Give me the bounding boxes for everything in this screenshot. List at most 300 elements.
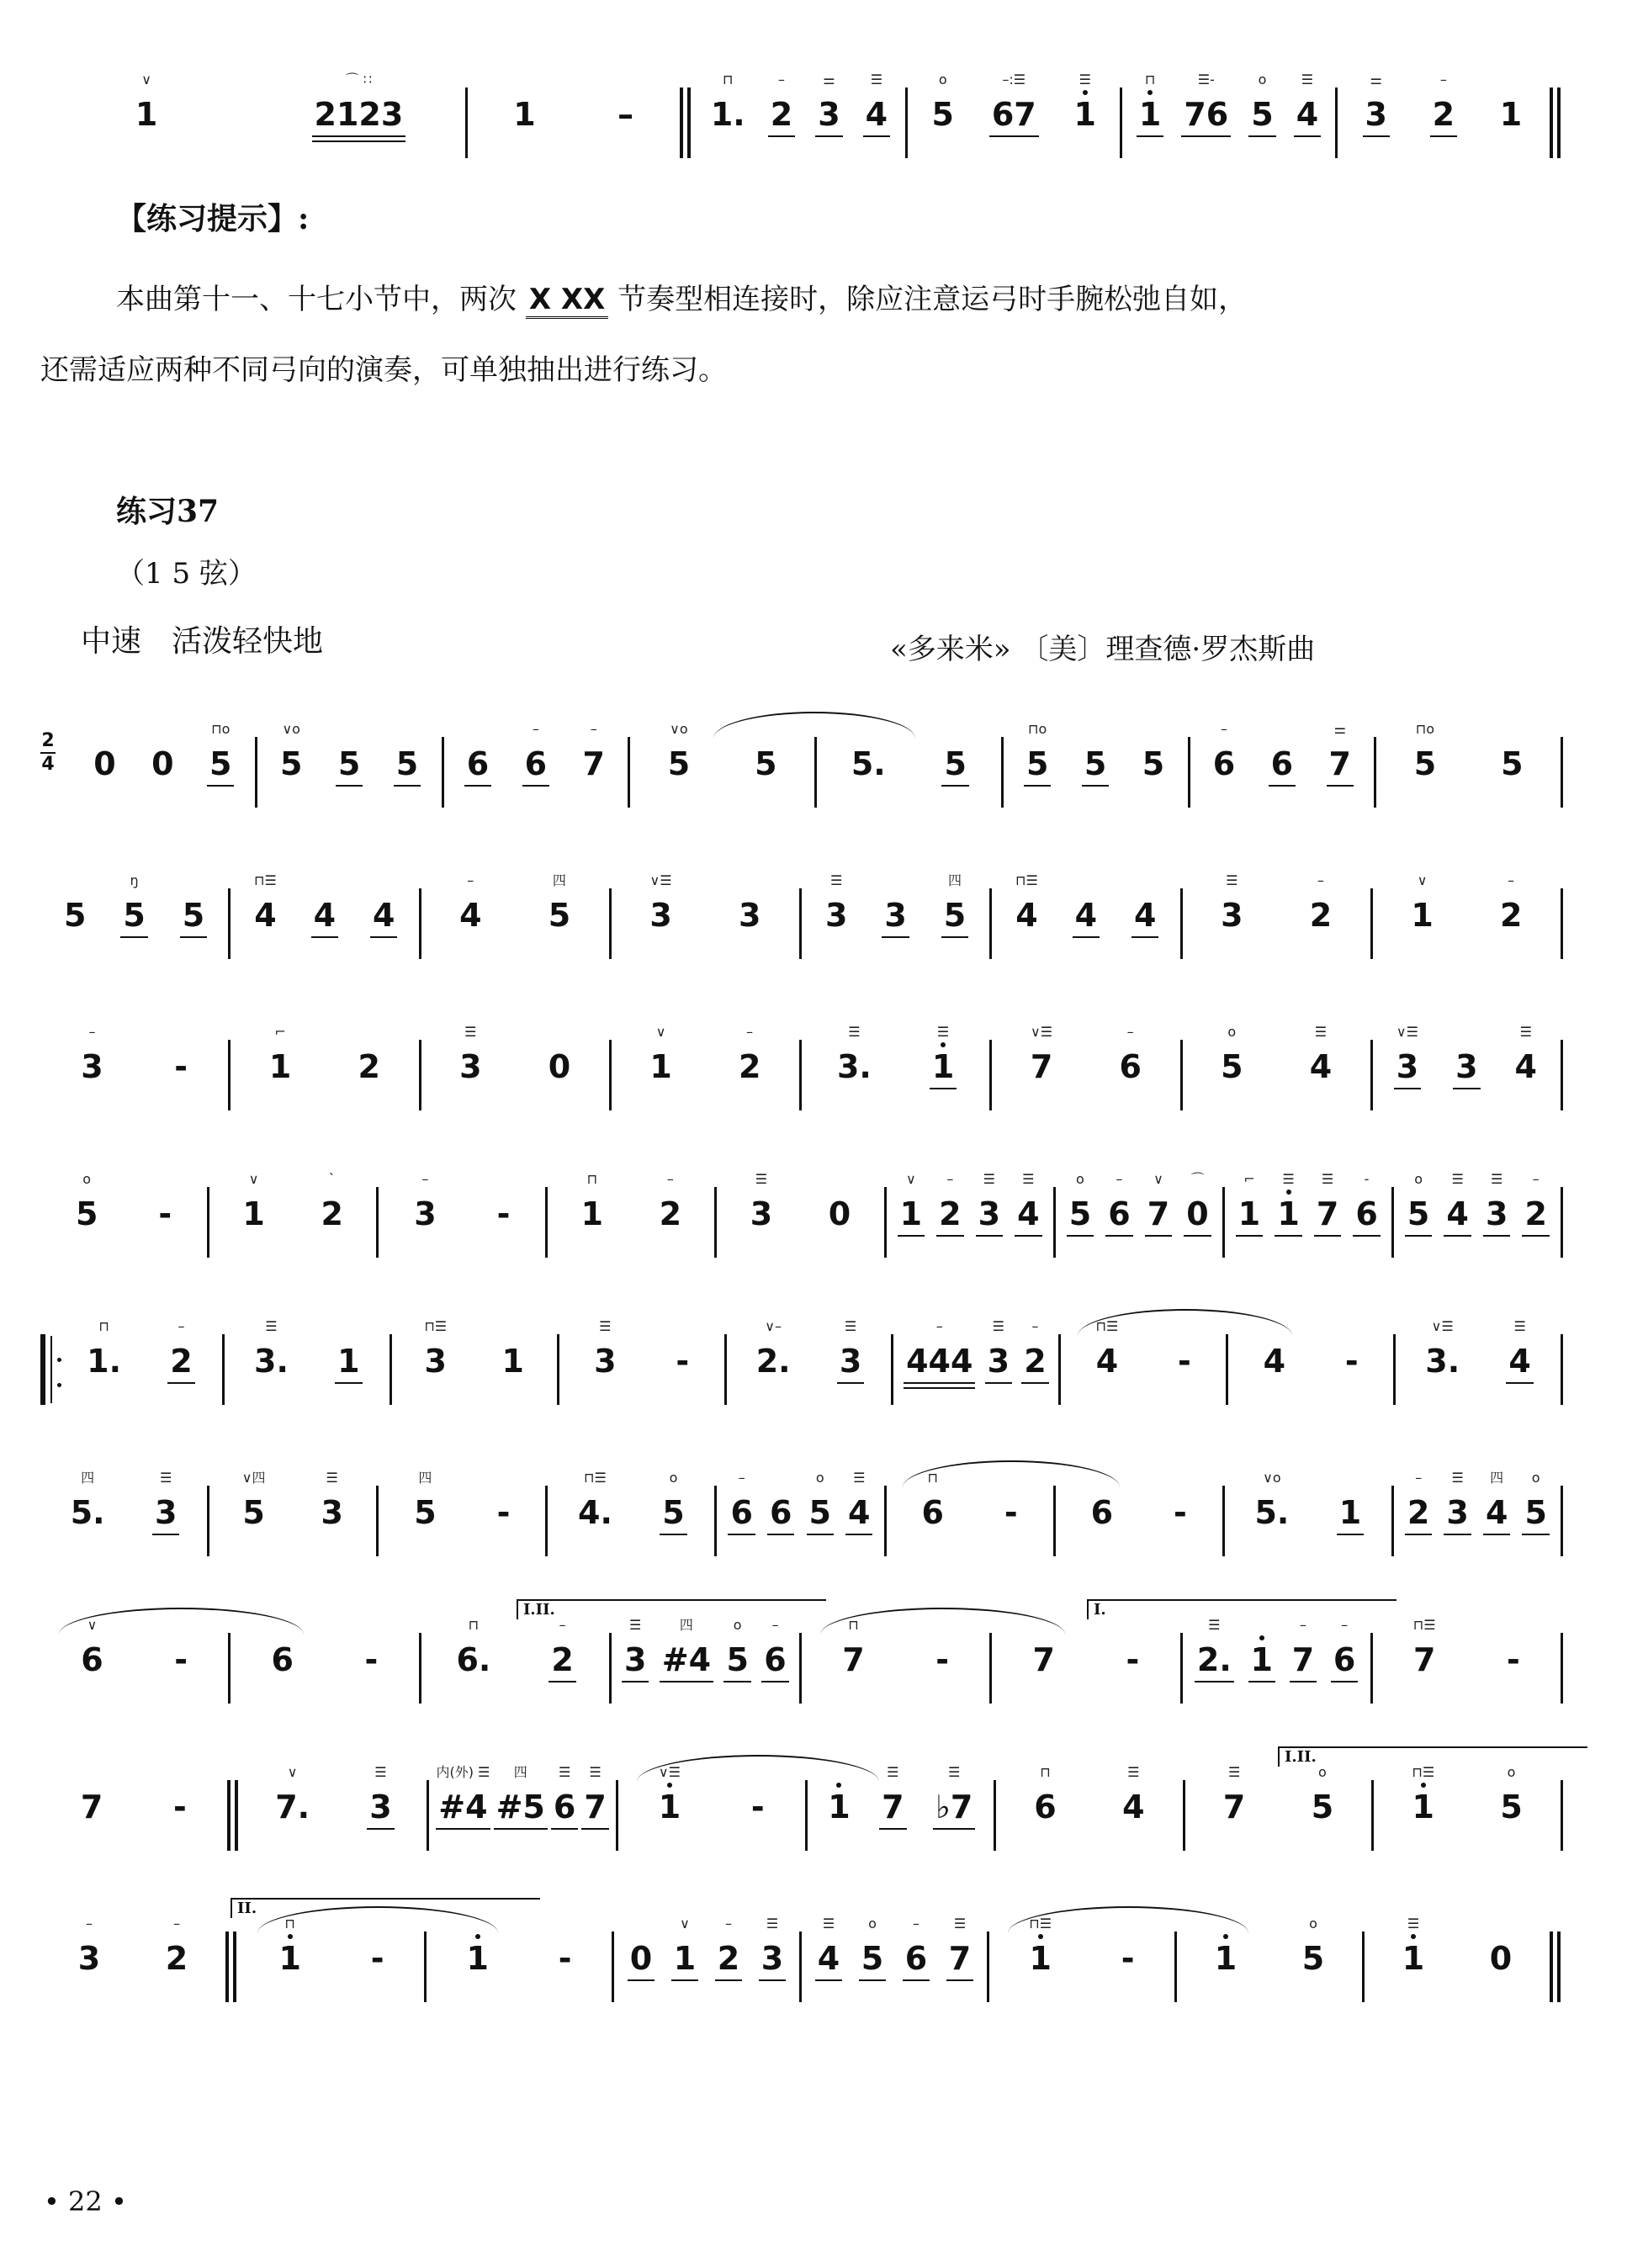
fingering-mark: ⌐	[1243, 1171, 1255, 1187]
note-digit: 4	[848, 1494, 871, 1531]
barline	[1561, 1334, 1563, 1405]
note	[1277, 1173, 1299, 1250]
note	[1302, 1917, 1324, 1995]
note	[459, 874, 481, 951]
underline-beam	[761, 1681, 788, 1683]
volta-bracket: I.	[1087, 1599, 1396, 1619]
note	[1414, 723, 1436, 800]
page-number: • 22 •	[44, 2186, 127, 2218]
note-digit: 5.	[851, 745, 886, 782]
note	[466, 1917, 488, 1995]
score-line	[40, 1009, 1563, 1119]
underline-beam	[936, 1235, 963, 1237]
volta-bracket: I.II.	[517, 1599, 826, 1619]
measure	[1376, 707, 1561, 816]
measure	[231, 858, 418, 967]
time-signature	[40, 707, 56, 816]
underline-beam	[335, 1382, 362, 1385]
note	[581, 1173, 603, 1250]
note-digit: 3	[824, 897, 848, 934]
note-digit: 5.	[70, 1494, 105, 1531]
note	[756, 1320, 791, 1397]
note-digit: 3	[623, 1641, 647, 1678]
note	[278, 1917, 300, 1995]
measures-row	[40, 707, 1563, 816]
note	[848, 1471, 870, 1549]
measure	[618, 1750, 805, 1859]
underline-beam	[370, 936, 397, 939]
note-digit: #4	[438, 1788, 488, 1826]
fingering-mark: –	[1532, 1171, 1540, 1187]
measure	[989, 1901, 1174, 2011]
note	[730, 1471, 752, 1549]
note	[497, 1471, 511, 1549]
note-digit: 5	[861, 1940, 884, 1977]
note-digit: 4	[254, 897, 277, 934]
note	[425, 1320, 447, 1397]
note	[467, 723, 489, 800]
underline-beam	[167, 1382, 194, 1385]
measure	[992, 1009, 1179, 1119]
note-digit: #4	[661, 1641, 712, 1678]
note-digit: 1	[649, 1048, 672, 1085]
note	[1004, 1471, 1018, 1549]
note	[338, 723, 360, 800]
fingering-mark: –	[1299, 1617, 1306, 1633]
fingering-mark: 四	[418, 1470, 432, 1486]
note-digit: 1	[1073, 96, 1096, 133]
measure	[802, 1009, 989, 1119]
note	[1139, 73, 1161, 151]
note-digit: 1	[466, 1940, 489, 1977]
note-digit: 1	[899, 1195, 923, 1232]
note	[1433, 73, 1455, 151]
underline-beam	[723, 1681, 750, 1683]
note	[906, 1320, 972, 1397]
note	[1134, 874, 1156, 951]
note-digit: 5	[943, 897, 967, 934]
underline-beam	[1137, 135, 1163, 138]
note	[1407, 1173, 1429, 1250]
note-digit: 4	[1015, 897, 1038, 934]
measure	[1183, 858, 1370, 967]
fingering-mark: o	[1531, 1470, 1540, 1486]
note	[1508, 1320, 1530, 1397]
note-digit: 6	[271, 1641, 294, 1678]
measure	[727, 1304, 892, 1413]
underline-beam	[941, 785, 968, 787]
measure	[421, 1009, 609, 1119]
note	[1490, 1917, 1512, 1995]
note	[158, 1173, 172, 1250]
measure	[468, 57, 680, 167]
note	[1026, 723, 1048, 800]
note-digit: 3	[459, 1048, 482, 1085]
note	[1015, 874, 1037, 951]
note	[1339, 1471, 1361, 1549]
measure	[612, 1009, 799, 1119]
note	[932, 73, 954, 151]
note	[1345, 1320, 1359, 1397]
fingering-mark: ☰	[1451, 1171, 1464, 1187]
note-digit: 4	[817, 1940, 840, 1977]
note-digit: 3	[818, 96, 840, 133]
note	[1312, 1766, 1333, 1843]
note	[269, 1025, 291, 1103]
note	[321, 1471, 342, 1549]
fingering-mark: ☰	[1519, 1024, 1532, 1040]
note	[922, 1471, 944, 1549]
underline-beam	[898, 1235, 925, 1237]
barline	[227, 1780, 231, 1851]
note-digit: 7	[1032, 1641, 1055, 1678]
fingering-mark: ☰	[948, 1764, 961, 1780]
note	[254, 1320, 289, 1397]
barline	[1561, 888, 1563, 959]
note-digit: 1	[1412, 1788, 1434, 1826]
note	[630, 1917, 652, 1995]
measure	[40, 1603, 228, 1712]
note-digit: 6	[81, 1641, 103, 1678]
fingering-mark: o	[938, 72, 947, 87]
note	[900, 1173, 922, 1250]
note	[764, 1619, 786, 1696]
note-digit: 0	[151, 745, 174, 782]
note	[584, 1766, 606, 1843]
note	[1221, 1025, 1243, 1103]
fingering-mark: ☰	[599, 1318, 612, 1334]
underline-beam	[1236, 1235, 1263, 1237]
note-digit: 5	[808, 1494, 831, 1531]
note	[1223, 1766, 1245, 1843]
note	[1251, 1619, 1273, 1696]
note	[828, 1766, 850, 1843]
note	[1264, 1320, 1285, 1397]
note	[1500, 1766, 1522, 1843]
note	[939, 1173, 961, 1250]
fingering-mark: 四	[679, 1617, 693, 1633]
note-digit: 2	[1024, 1343, 1047, 1380]
fingering-mark: ∨	[905, 1171, 916, 1187]
note	[649, 874, 671, 951]
measure	[392, 1304, 557, 1413]
measure	[630, 707, 814, 816]
underline-beam	[1405, 1235, 1432, 1237]
note	[513, 73, 535, 151]
note-digit: 0	[1186, 1195, 1209, 1232]
underline-beam	[1522, 1235, 1549, 1237]
note-digit: 3	[839, 1343, 862, 1380]
note-digit: 3	[1365, 96, 1387, 133]
fingering-mark: 四	[81, 1470, 95, 1486]
fingering-mark: 四	[947, 872, 962, 888]
note-digit: 1	[1277, 1195, 1300, 1232]
measure	[71, 707, 255, 816]
note-digit: 3	[424, 1343, 447, 1380]
measure	[40, 1455, 207, 1565]
note	[1355, 1173, 1377, 1250]
measure	[231, 1603, 418, 1712]
barline	[1550, 87, 1553, 158]
measure	[1228, 1304, 1393, 1413]
fingering-mark: ⊓	[468, 1617, 480, 1633]
underline-beam	[946, 1979, 973, 1982]
fingering-mark: ⊓	[98, 1318, 109, 1334]
note-digit: 1	[135, 96, 158, 133]
note-digit: 7	[842, 1641, 865, 1678]
measure	[209, 1157, 376, 1266]
fingering-mark: ☰	[265, 1318, 278, 1334]
note-digit: 4	[1514, 1048, 1537, 1085]
note-digit: 444	[906, 1343, 973, 1380]
note-digit: 3	[649, 897, 672, 934]
note	[549, 874, 570, 951]
fingering-mark: ☰	[1301, 72, 1314, 87]
underline-beam	[759, 1979, 786, 1982]
underline-beam	[551, 1828, 578, 1831]
note	[173, 1766, 187, 1843]
note-digit: 4	[373, 897, 395, 934]
note	[751, 1766, 765, 1843]
fingering-mark: –	[1508, 872, 1515, 888]
underline-beam	[1015, 1235, 1041, 1237]
measure	[996, 1750, 1183, 1859]
note	[254, 874, 276, 951]
fingering-mark: ⊓	[1040, 1764, 1051, 1780]
note-digit: 4	[313, 897, 337, 934]
fingering-mark: ☰	[1226, 872, 1238, 888]
underline-beam	[1073, 936, 1100, 939]
note-digit: 1	[931, 1048, 955, 1085]
underline-beam	[933, 1828, 975, 1831]
note	[739, 1025, 761, 1103]
note-digit: 4	[1296, 96, 1319, 133]
note	[761, 1917, 783, 1995]
note	[1365, 73, 1387, 151]
note-digit: 3	[1455, 1048, 1478, 1085]
note	[935, 1766, 972, 1843]
fingering-mark: ⚌	[1333, 721, 1346, 737]
note	[578, 1471, 612, 1549]
note-digit: -	[1126, 1641, 1140, 1678]
measure	[40, 1009, 228, 1119]
note-digit: 7	[80, 1788, 103, 1826]
fingering-mark: ☰	[936, 1024, 950, 1040]
practice-tips-line-1	[116, 276, 1247, 317]
note	[151, 723, 173, 800]
practice-tips-title: 【练习提示】:	[116, 201, 310, 236]
underline-beam	[863, 135, 890, 138]
note-digit: 1	[1138, 96, 1162, 133]
fingering-mark: ☰-	[1197, 72, 1215, 87]
underline-beam	[1353, 1235, 1380, 1237]
note-digit: -	[364, 1641, 379, 1678]
note	[93, 723, 115, 800]
note-digit: 5	[1311, 1788, 1334, 1826]
measure	[252, 57, 464, 167]
note	[123, 874, 145, 951]
score-line	[40, 858, 1563, 967]
score-line	[40, 1901, 1563, 2011]
fingering-mark: ☰	[1127, 1764, 1140, 1780]
note	[676, 1320, 689, 1397]
measure	[887, 1157, 1053, 1266]
note	[809, 1471, 831, 1549]
score-line	[40, 1455, 1563, 1565]
note	[932, 1025, 954, 1103]
note	[1402, 1917, 1424, 1995]
note	[81, 1025, 103, 1103]
measure	[1183, 1009, 1370, 1119]
fingering-mark: –	[935, 1318, 943, 1334]
measure	[1225, 1455, 1391, 1565]
note-digit: 3	[761, 1940, 784, 1977]
time-signature-bottom: 4	[41, 754, 55, 775]
underline-beam	[715, 1979, 742, 1982]
note	[882, 1766, 904, 1843]
fingering-mark: ∨–	[765, 1318, 782, 1334]
note-digit: 76	[1184, 96, 1229, 133]
fingering-mark: ☰	[558, 1764, 571, 1780]
fingering-mark: –	[777, 72, 785, 87]
note-digit: 5	[1142, 745, 1165, 782]
note	[436, 1764, 490, 1843]
note-digit: 1	[1402, 1940, 1425, 1977]
note-digit: 4	[1263, 1343, 1286, 1380]
note	[674, 1917, 696, 1995]
note-digit: 3	[321, 1494, 343, 1531]
fingering-mark: –	[666, 1171, 674, 1187]
note-digit: -	[174, 1641, 188, 1678]
fingering-mark: ☰	[628, 1617, 642, 1633]
fingering-mark: ☰	[589, 1764, 602, 1780]
note-digit: 1	[1250, 1641, 1273, 1678]
underline-beam	[1331, 1681, 1358, 1683]
note-digit: 3	[594, 1343, 617, 1380]
measure	[1394, 1455, 1561, 1565]
fingering-mark: ⚌	[1370, 72, 1382, 87]
measure	[1225, 1157, 1391, 1266]
practice-tips-line-1-after: 节奏型相连接时，除应注意运弓时手腕松弛自如，	[617, 283, 1248, 316]
underline-beam	[1337, 1534, 1364, 1536]
note	[1486, 1173, 1508, 1250]
note	[617, 73, 633, 151]
measure	[1056, 1157, 1222, 1266]
note	[1317, 1173, 1338, 1250]
note	[851, 723, 886, 800]
note-digit: 7	[584, 1788, 607, 1826]
note	[81, 1766, 103, 1843]
underline-beam	[989, 135, 1039, 138]
note-digit: 6	[1034, 1788, 1057, 1826]
fingering-mark: o	[1227, 1024, 1237, 1040]
note	[1524, 1173, 1546, 1250]
note-digit: -	[496, 1195, 511, 1232]
note	[978, 1173, 1000, 1250]
fingering-mark: ☰	[374, 1764, 387, 1780]
note-digit: 7	[882, 1788, 904, 1826]
fingering-mark: ∨	[1153, 1171, 1163, 1187]
note	[87, 1320, 121, 1397]
fingering-mark: ☰	[887, 1764, 899, 1780]
note	[337, 1320, 359, 1397]
note-digit: 3.	[836, 1048, 872, 1085]
note-digit: 6	[921, 1494, 944, 1531]
measure	[1396, 1304, 1561, 1413]
fingering-mark: ∨	[87, 1617, 98, 1633]
measure	[444, 707, 628, 816]
measure	[548, 1157, 714, 1266]
fingering-mark: 四	[1490, 1470, 1504, 1486]
note-digit: 5.	[1254, 1494, 1290, 1531]
note-digit: 2123	[314, 96, 404, 133]
note-digit: 4	[1095, 1343, 1119, 1380]
note-digit: 6	[524, 745, 548, 782]
underline-beam	[768, 135, 795, 138]
note-digit: 1.	[87, 1343, 122, 1380]
note	[275, 1766, 310, 1843]
note-digit: ♭7	[935, 1788, 973, 1826]
fingering-mark: ⌐	[274, 1024, 286, 1040]
note	[866, 73, 888, 151]
underline-beam	[728, 1534, 755, 1536]
note	[170, 1320, 192, 1397]
underline-beam	[671, 1979, 698, 1982]
note-digit: 5	[1500, 1788, 1523, 1826]
note-digit: -	[496, 1494, 511, 1531]
note-digit: 3	[738, 897, 761, 934]
note	[829, 1173, 851, 1250]
fingering-mark: o	[669, 1470, 678, 1486]
note	[554, 1766, 575, 1843]
underline-beam	[879, 1828, 906, 1831]
note-digit: 2	[321, 1195, 343, 1232]
strings-note: （1 5 弦）	[116, 557, 257, 591]
note-digit: 5	[1501, 745, 1524, 782]
fingering-mark: ☰	[1208, 1617, 1221, 1633]
fingering-mark: ∨	[655, 1024, 666, 1040]
note-digit: 3	[414, 1195, 437, 1232]
note-digit: 5	[1221, 1048, 1243, 1085]
fingering-mark: ⊓☰	[584, 1470, 607, 1486]
underline-beam	[494, 1828, 548, 1831]
note	[549, 1025, 570, 1103]
note-digit: -	[158, 1195, 172, 1232]
note-digit: 5	[662, 1494, 685, 1531]
note-digit: 4	[1446, 1195, 1469, 1232]
note	[78, 1917, 100, 1995]
fingering-mark: ⊓o	[1028, 721, 1047, 737]
note	[1238, 1173, 1260, 1250]
note	[1174, 1471, 1187, 1549]
underline-beam	[1294, 135, 1321, 138]
note-digit: 3	[884, 897, 907, 934]
note	[1121, 1917, 1135, 1995]
underline-beam	[180, 936, 207, 939]
note-digit: 5	[1251, 96, 1274, 133]
fingering-mark: –	[88, 1024, 96, 1040]
measure	[40, 1750, 227, 1859]
note	[1412, 1766, 1434, 1843]
note	[1524, 1471, 1546, 1549]
fingering-mark: ⊓☰	[1412, 1617, 1436, 1633]
underline-beam	[312, 135, 406, 138]
note	[1029, 1917, 1051, 1995]
note-digit: 7	[948, 1940, 972, 1977]
measure	[992, 858, 1179, 967]
note	[1142, 723, 1164, 800]
note	[1122, 1766, 1144, 1843]
